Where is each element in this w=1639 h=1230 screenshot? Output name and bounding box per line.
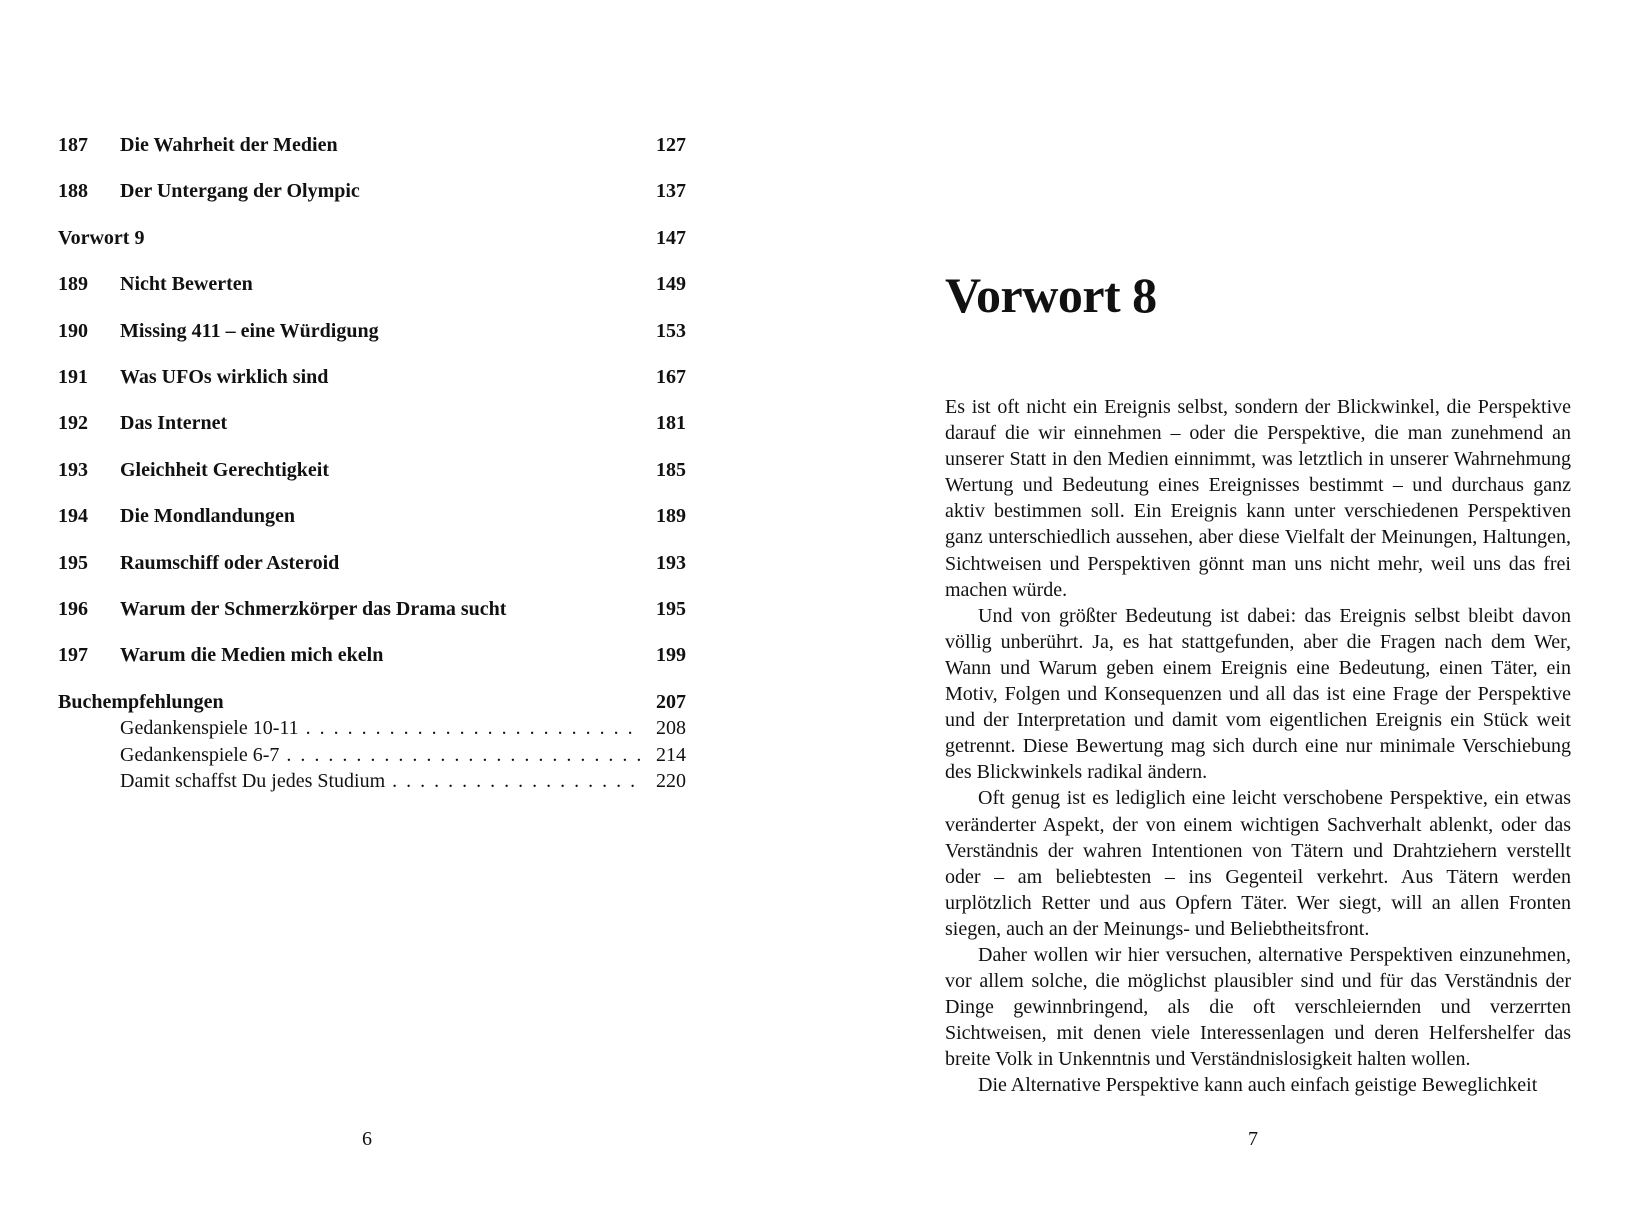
toc-entry-title: Warum die Medien mich ekeln	[120, 644, 384, 667]
toc-entry-page: 195	[656, 597, 686, 620]
toc-entry-page: 153	[656, 319, 686, 342]
toc-entry-number: 189	[58, 273, 88, 296]
toc-entry-page: 199	[656, 644, 686, 667]
toc-entry	[58, 180, 686, 226]
toc-entry-title: Missing 411 – eine Würdigung	[120, 319, 379, 342]
right-page	[820, 0, 1639, 1230]
toc-entry-number: 188	[58, 180, 88, 203]
toc-entry-number: 194	[58, 505, 88, 528]
toc-entry	[58, 598, 686, 644]
toc-subentry-title: Gedankenspiele 6-7 . . .	[120, 744, 640, 767]
toc-entry	[58, 552, 686, 598]
paragraph: Und von größter Bedeutung ist dabei: das Ereignis selbst bleibt davon völlig unberührt. Ja, es hat stattgefunden, aber die Fragen nach dem Wer, Wann und Warum geben einem Ereignis eine Bedeutung, einen Täter, ein Motiv, Folgen und Konsequenzen und all das ist eine Frage der Perspektive und der Interpretation und damit vom eigentlichen Ereignis ein Stück weit getrennt. Diese Bewertung mag sich durch eine nur minimale Verschiebung des Blickwinkels radikal ändern.	[945, 604, 1571, 784]
body-text	[945, 394, 1571, 1099]
toc-entry-number: 195	[58, 551, 88, 574]
toc-entry-title: Nicht Bewerten	[120, 273, 253, 296]
toc-entry-page: 127	[656, 134, 686, 156]
toc-entry-title: Das Internet	[120, 412, 228, 435]
toc-subentry-title: Gedankenspiele 10-11 . . .	[120, 717, 640, 740]
toc-entry-title: Was UFOs wirklich sind	[120, 365, 329, 388]
toc-subentry-page: 208	[656, 717, 686, 740]
toc-subentry-title: Damit schaffst Du jedes Studium . . .	[120, 770, 640, 793]
toc-entry-page: 149	[656, 273, 686, 296]
toc-entry-number: 187	[58, 134, 88, 156]
toc-entry-page: 167	[656, 365, 686, 388]
toc-subentries	[58, 717, 686, 797]
paragraph: Es ist oft nicht ein Ereignis selbst, sondern der Blickwinkel, die Perspektive darauf die wir einnehmen – oder die Perspektive, die man zunehmend an unserer Statt in den Medien einnimmt, was letztlich in unserer Wahrnehmung Wertung und Bedeutung eines Ereignisses bestimmt – und durchaus ganz aktiv bestimmen soll. Ein Ereignis kann unter verschiedenen Perspektiven ganz unterschiedlich aussehen, aber diese Vielfalt der Meinungen, Haltungen, Sichtweisen und Perspektiven gönnt man uns nicht mehr, weil uns das frei machen würde.	[945, 396, 1571, 601]
toc-entry-title: Die Mondlandungen	[120, 505, 296, 528]
table-of-contents	[58, 134, 686, 797]
toc-entry	[58, 644, 686, 690]
toc-entry-number: 192	[58, 412, 88, 435]
toc-subentry	[58, 744, 686, 771]
toc-entry-number: 190	[58, 319, 88, 342]
toc-entry	[58, 134, 686, 180]
toc-entry-title: Die Wahrheit der Medien	[120, 134, 338, 156]
page-number-right: 7	[1248, 1128, 1258, 1150]
toc-entry-number: 197	[58, 644, 88, 667]
toc-entry-page: 147	[656, 226, 686, 249]
toc-subentry	[58, 770, 686, 797]
toc-entry-page: 181	[656, 412, 686, 435]
toc-entry-page: 189	[656, 505, 686, 528]
toc-entry	[58, 273, 686, 319]
toc-entry	[58, 366, 686, 412]
chapter-title: Vorwort 8	[945, 267, 1157, 323]
toc-entry-title: Raumschiff oder Asteroid	[120, 551, 340, 574]
paragraph: Die Alternative Perspektive kann auch einfach geistige Beweglichkeit	[978, 1074, 1538, 1097]
toc-entry	[58, 459, 686, 505]
toc-entry-title: Gleichheit Gerechtigkeit	[120, 458, 330, 481]
toc-subentry	[58, 717, 686, 744]
toc-entry-page: 185	[656, 458, 686, 481]
toc-entry-page: 137	[656, 180, 686, 203]
toc-entry	[58, 412, 686, 458]
page-number-left: 6	[362, 1128, 372, 1150]
toc-entry-number: 196	[58, 597, 88, 620]
toc-entry-number: 193	[58, 458, 88, 481]
toc-entry-title: Der Untergang der Olympic	[120, 180, 360, 203]
toc-entry-number: 191	[58, 365, 88, 388]
toc-entry-title: Warum der Schmerzkörper das Drama sucht	[120, 597, 507, 620]
toc-entry-title: Vorwort 9	[58, 226, 145, 249]
toc-entry	[58, 505, 686, 551]
toc-entry	[58, 320, 686, 366]
toc-subentry-page: 220	[656, 770, 686, 793]
toc-entry-title: Buchempfehlungen	[58, 690, 224, 713]
paragraph: Daher wollen wir hier versuchen, alternative Perspektiven einzunehmen, vor allem solche, die möglichst plausibler sind und für das Verständnis der Dinge gewinnbringend, als die oft verschleiernden und verzerrten Sichtweisen, mit denen viele Interessenlagen und deren Helfershelfer das breite Volk in Unkenntnis und Verständnislosigkeit halten wollen.	[945, 943, 1571, 1071]
toc-entry-page: 193	[656, 551, 686, 574]
paragraph: Oft genug ist es lediglich eine leicht verschobene Perspektive, ein etwas veränderter Aspekt, der von einem wichtigen Sachverhalt ablenkt, oder das Verständnis der wahren Intentionen von Tätern und Drahtziehern verstellt oder – am beliebtesten – ins Gegenteil verkehrt. Aus Tätern werden urplötzlich Retter und aus Opfern Täter. Wer siegt, will an allen Fronten siegen, auch an der Meinungs- und Beliebtheitsfront.	[945, 787, 1571, 940]
toc-entry	[58, 227, 686, 273]
toc-entry-page: 207	[656, 690, 686, 713]
toc-subentry-page: 214	[656, 743, 686, 766]
